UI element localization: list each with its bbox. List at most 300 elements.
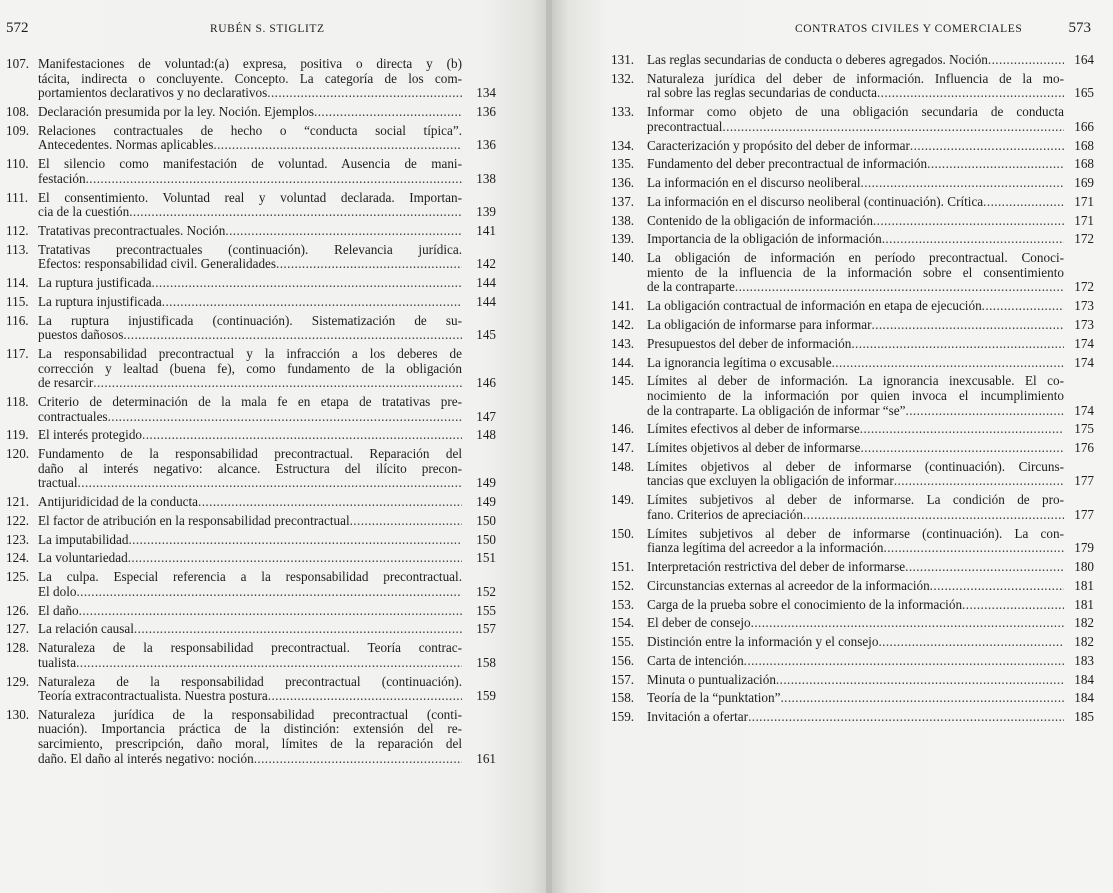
toc-entry [6, 622, 496, 637]
entry-line: Relaciones contractuales de hecho o “conducta social típica”. [38, 122, 462, 138]
entry-title-end: Contenido de la obligación de información [647, 212, 873, 228]
entry-text [38, 276, 462, 291]
entry-line: Manifestaciones de voluntad:(a) expresa, positiva o directa y (b) [38, 56, 462, 71]
entry-title-end: Antijuridicidad de la conducta [38, 494, 199, 510]
entry-line: El silencio como manifestación de voluntad. Ausencia de mani- [38, 156, 462, 172]
entry-title-end: Caracterización y propósito del deber de informar [647, 137, 910, 153]
entry-last-line [647, 157, 1064, 172]
toc-entry [6, 224, 496, 239]
entry-number: 127. [6, 621, 30, 637]
entry-number: 145. [611, 373, 635, 389]
entry-line: Límites subjetivos al deber de informarse. La condición de pro- [647, 492, 1064, 508]
dot-leader [198, 495, 462, 510]
table-of-contents [6, 57, 496, 770]
entry-page: 136 [476, 103, 496, 119]
entry-last-line [647, 474, 1064, 489]
entry-number: 110. [6, 156, 29, 172]
entry-text [38, 191, 462, 220]
entry-number: 111. [6, 189, 29, 205]
entry-last-line [647, 616, 1064, 631]
entry-title-end: Minuta o puntualización [647, 671, 776, 687]
entry-title-end: Tratativas precontractuales. Noción [38, 222, 226, 238]
dot-leader [861, 441, 1065, 456]
dot-leader [882, 232, 1064, 247]
entry-title-end: fianza legítima del acreedor a la información [647, 540, 884, 556]
entry-line: Naturaleza jurídica de la responsabilidad precontractual (conti- [38, 706, 462, 722]
toc-entry [6, 708, 496, 766]
entry-number: 108. [6, 103, 30, 119]
dot-leader [142, 428, 462, 443]
entry-text [647, 176, 1064, 191]
toc-entry [611, 299, 1094, 314]
entry-page: 177 [1074, 506, 1094, 522]
entry-number: 128. [6, 640, 30, 656]
entry-last-line [38, 276, 462, 291]
entry-last-line [38, 224, 462, 239]
toc-entry [611, 195, 1094, 210]
toc-entry [611, 441, 1094, 456]
entry-text [38, 495, 462, 510]
entry-page: 158 [476, 654, 496, 670]
entry-title-end: puestos dañosos [38, 327, 124, 343]
entry-text [38, 224, 462, 239]
entry-last-line [647, 560, 1064, 575]
toc-entry [611, 560, 1094, 575]
entry-last-line [647, 176, 1064, 191]
dot-leader [162, 295, 462, 310]
entry-number: 116. [6, 312, 29, 328]
entry-last-line [647, 579, 1064, 594]
entry-title-end: daño. El daño al interés negativo: noción [38, 750, 254, 766]
entry-last-line [647, 508, 1064, 523]
entry-number: 117. [6, 345, 29, 361]
entry-text [647, 157, 1064, 172]
toc-entry [6, 314, 496, 343]
entry-last-line [38, 585, 462, 600]
entry-number: 109. [6, 122, 30, 138]
entry-line: nocimiento de la información por quien invoca el incumplimiento [647, 387, 1064, 403]
dot-leader [962, 598, 1064, 613]
entry-last-line [38, 495, 462, 510]
entry-title-end: Carga de la prueba sobre el conocimiento de la información [647, 596, 963, 612]
entry-last-line [38, 476, 462, 491]
entry-number: 134. [611, 137, 635, 153]
entry-last-line [38, 656, 462, 671]
dot-leader [86, 172, 462, 187]
dot-leader [894, 474, 1064, 489]
toc-entry [6, 157, 496, 186]
entry-line: La responsabilidad precontractual y la infracción a los deberes de [38, 345, 462, 361]
entry-page: 172 [1074, 279, 1094, 295]
dot-leader [803, 508, 1064, 523]
entry-text [647, 214, 1064, 229]
toc-entry [611, 157, 1094, 172]
toc-entry [6, 570, 496, 599]
entry-number: 133. [611, 104, 635, 120]
entry-last-line [38, 622, 462, 637]
entry-line: Límites subjetivos al deber de informarse (continuación). La con- [647, 525, 1064, 541]
entry-title-end: de la contraparte. La obligación de informar “se” [647, 402, 906, 418]
entry-page: 183 [1074, 652, 1094, 668]
entry-page: 149 [476, 494, 496, 510]
entry-text [647, 422, 1064, 437]
toc-entry [611, 356, 1094, 371]
entry-number: 131. [611, 52, 635, 67]
entry-page: 157 [476, 621, 496, 637]
entry-title-end: Límites objetivos al deber de informarse [647, 440, 861, 456]
entry-page: 152 [476, 583, 496, 599]
toc-entry [6, 124, 496, 153]
entry-number: 121. [6, 494, 30, 510]
entry-number: 129. [6, 673, 30, 689]
entry-page: 134 [476, 85, 496, 101]
entry-number: 126. [6, 602, 30, 618]
toc-entry [6, 641, 496, 670]
entry-page: 150 [476, 531, 496, 547]
dot-leader [744, 654, 1064, 669]
entry-last-line [38, 604, 462, 619]
entry-text [38, 514, 462, 529]
entry-text [38, 447, 462, 491]
dot-leader [350, 514, 462, 529]
entry-number: 112. [6, 222, 29, 238]
entry-page: 184 [1074, 671, 1094, 687]
toc-entry [611, 579, 1094, 594]
entry-last-line [38, 257, 462, 272]
entry-page: 166 [1074, 118, 1094, 134]
entry-title-end: tractual [38, 475, 78, 491]
entry-page: 148 [476, 427, 496, 443]
entry-line: Naturaleza de la responsabilidad precontractual (continuación). [38, 673, 462, 689]
toc-entry [611, 374, 1094, 418]
entry-line: Límites objetivos al deber de informarse (continuación). Circuns- [647, 458, 1064, 474]
entry-number: 155. [611, 634, 635, 650]
entry-page: 147 [476, 408, 496, 424]
entry-title-end: La ignorancia legítima o excusable [647, 354, 832, 370]
entry-title-end: El dolo [38, 583, 77, 599]
entry-number: 147. [611, 440, 635, 456]
entry-last-line [38, 376, 462, 391]
entry-number: 140. [611, 250, 635, 266]
dot-leader [722, 120, 1064, 135]
toc-entry [6, 243, 496, 272]
dot-leader [906, 404, 1065, 419]
entry-text [647, 53, 1064, 68]
entry-title-end: tualista [38, 654, 77, 670]
entry-title-end: Importancia de la obligación de información [647, 231, 882, 247]
entry-text [647, 105, 1064, 134]
entry-text [38, 604, 462, 619]
entry-page: 181 [1074, 577, 1094, 593]
toc-entry [6, 604, 496, 619]
entry-last-line [647, 598, 1064, 613]
toc-entry [611, 616, 1094, 631]
entry-page: 182 [1074, 615, 1094, 631]
entry-number: 124. [6, 550, 30, 566]
entry-title-end: El deber de consejo [647, 615, 751, 631]
entry-page: 161 [476, 750, 496, 766]
entry-page: 141 [476, 222, 496, 238]
dot-leader [873, 214, 1064, 229]
dot-leader [878, 635, 1064, 650]
toc-entry [611, 635, 1094, 650]
entry-last-line [38, 551, 462, 566]
entry-title-end: Efectos: responsabilidad civil. Generalidades [38, 256, 277, 272]
entry-last-line [38, 86, 462, 101]
entry-page: 171 [1074, 193, 1094, 209]
dot-leader [780, 691, 1064, 706]
entry-text [38, 295, 462, 310]
dot-leader [930, 579, 1064, 594]
entry-last-line [38, 428, 462, 443]
entry-number: 158. [611, 690, 635, 706]
toc-entry [6, 533, 496, 548]
entry-text [38, 641, 462, 670]
entry-text [647, 337, 1064, 352]
dot-leader [983, 195, 1064, 210]
running-head: CONTRATOS CIVILES Y COMERCIALES [795, 23, 1023, 35]
entry-page: 179 [1074, 540, 1094, 556]
entry-number: 153. [611, 596, 635, 612]
dot-leader [988, 53, 1064, 68]
entry-last-line [38, 328, 462, 343]
entry-title-end: Las reglas secundarias de conducta o deberes agregados. Noción [647, 52, 988, 67]
entry-text [38, 622, 462, 637]
entry-text [647, 691, 1064, 706]
entry-number: 125. [6, 569, 30, 585]
entry-number: 130. [6, 706, 30, 722]
toc-entry [6, 447, 496, 491]
entry-page: 172 [1074, 231, 1094, 247]
dot-leader [884, 541, 1064, 556]
entry-title-end: El interés protegido [38, 427, 143, 443]
entry-last-line [647, 710, 1064, 725]
entry-last-line [647, 232, 1064, 247]
toc-entry [611, 72, 1094, 101]
entry-text [38, 243, 462, 272]
entry-title-end: Circunstancias externas al acreedor de la información [647, 577, 930, 593]
table-of-contents [611, 53, 1094, 729]
dot-leader [79, 604, 462, 619]
entry-last-line [38, 205, 462, 220]
entry-line: tácita, indirecta o concluyente. Concepto. La categoría de los com- [38, 70, 462, 86]
entry-text [647, 195, 1064, 210]
toc-entry [611, 139, 1094, 154]
entry-page: 176 [1074, 440, 1094, 456]
entry-title-end: La relación causal [38, 621, 134, 637]
entry-title-end: La información en el discurso neoliberal [647, 175, 861, 191]
entry-page: 155 [476, 602, 496, 618]
entry-number: 146. [611, 421, 635, 437]
entry-last-line [647, 139, 1064, 154]
toc-entry [611, 460, 1094, 489]
dot-leader [748, 710, 1064, 725]
entry-last-line [647, 214, 1064, 229]
entry-number: 123. [6, 531, 30, 547]
dot-leader [108, 410, 462, 425]
dot-leader [735, 280, 1064, 295]
entry-number: 114. [6, 275, 29, 291]
toc-entry [611, 691, 1094, 706]
entry-number: 113. [6, 241, 29, 257]
entry-title-end: Invitación a ofertar [647, 709, 749, 725]
page-number: 573 [1068, 20, 1091, 36]
entry-last-line [647, 195, 1064, 210]
entry-number: 157. [611, 671, 635, 687]
entry-number: 136. [611, 175, 635, 191]
entry-line: Informar como objeto de una obligación secundaria de conducta [647, 104, 1064, 120]
entry-last-line [647, 299, 1064, 314]
dot-leader [134, 622, 462, 637]
toc-entry [6, 675, 496, 704]
entry-number: 138. [611, 212, 635, 228]
entry-number: 122. [6, 512, 30, 528]
entry-title-end: La imputabilidad [38, 531, 129, 547]
entry-title-end: de la contraparte [647, 279, 735, 295]
entry-page: 144 [476, 275, 496, 291]
entry-page: 171 [1074, 212, 1094, 228]
entry-number: 107. [6, 56, 30, 71]
entry-line: Criterio de determinación de la mala fe en etapa de tratativas pre- [38, 393, 462, 409]
entry-line: Naturaleza jurídica del deber de información. Influencia de la mo- [647, 70, 1064, 86]
dot-leader [861, 176, 1065, 191]
dot-leader [76, 585, 462, 600]
entry-page: 169 [1074, 175, 1094, 191]
entry-title-end: La información en el discurso neoliberal (continuación). Crítica [647, 193, 984, 209]
entry-text [38, 314, 462, 343]
entry-title-end: ral sobre las reglas secundarias de conducta [647, 85, 877, 101]
entry-last-line [38, 689, 462, 704]
entry-number: 141. [611, 298, 635, 314]
entry-last-line [38, 514, 462, 529]
entry-page: 151 [476, 550, 496, 566]
entry-last-line [647, 691, 1064, 706]
entry-page: 168 [1074, 156, 1094, 172]
dot-leader [128, 533, 462, 548]
entry-title-end: portamientos declarativos y no declarativos [38, 85, 268, 101]
entry-title-end: El factor de atribución en la responsabilidad precontractual [38, 512, 350, 528]
entry-last-line [647, 422, 1064, 437]
entry-last-line [38, 410, 462, 425]
entry-page: 174 [1074, 354, 1094, 370]
entry-line: Tratativas precontractuales (continuación). Relevancia jurídica. [38, 241, 462, 257]
entry-last-line [647, 541, 1064, 556]
entry-number: 159. [611, 709, 635, 725]
dot-leader [225, 224, 462, 239]
entry-page: 182 [1074, 634, 1094, 650]
entry-title-end: fano. Criterios de apreciación [647, 506, 803, 522]
dot-leader [982, 299, 1064, 314]
dot-leader [76, 656, 462, 671]
dot-leader [276, 257, 462, 272]
toc-entry [6, 105, 496, 120]
dot-leader [268, 689, 462, 704]
entry-title-end: Límites efectivos al deber de informarse [647, 421, 860, 437]
toc-entry [611, 251, 1094, 295]
entry-page: 165 [1074, 85, 1094, 101]
entry-page: 177 [1074, 473, 1094, 489]
entry-number: 156. [611, 652, 635, 668]
entry-text [38, 105, 462, 120]
dot-leader [877, 86, 1064, 101]
entry-number: 151. [611, 558, 635, 574]
toc-entry [611, 422, 1094, 437]
entry-page: 168 [1074, 137, 1094, 153]
entry-title-end: tancias que excluyen la obligación de informar [647, 473, 894, 489]
entry-text [647, 710, 1064, 725]
entry-title-end: Interpretación restrictiva del deber de informarse [647, 558, 906, 574]
entry-text [647, 673, 1064, 688]
entry-page: 150 [476, 512, 496, 528]
entry-page: 142 [476, 256, 496, 272]
toc-entry [611, 337, 1094, 352]
entry-last-line [647, 53, 1064, 68]
entry-number: 137. [611, 193, 635, 209]
entry-title-end: Distinción entre la información y el consejo [647, 634, 879, 650]
entry-line: miento de la influencia de la información sobre el consentimiento [647, 264, 1064, 280]
dot-leader [123, 328, 462, 343]
toc-entry [611, 232, 1094, 247]
entry-last-line [647, 337, 1064, 352]
entry-text [647, 318, 1064, 333]
page-number: 572 [6, 20, 29, 36]
entry-title-end: contractuales [38, 408, 108, 424]
entry-text [647, 251, 1064, 295]
entry-text [647, 560, 1064, 575]
dot-leader [851, 337, 1064, 352]
entry-title-end: La obligación contractual de información en etapa de ejecución [647, 298, 982, 314]
entry-line: sarcimiento, prescripción, daño moral, límites de la reparación del [38, 736, 462, 752]
entry-page: 159 [476, 688, 496, 704]
dot-leader [129, 205, 462, 220]
dot-leader [776, 673, 1064, 688]
toc-entry [6, 428, 496, 443]
toc-entry [6, 514, 496, 529]
entry-text [647, 232, 1064, 247]
entry-number: 148. [611, 458, 635, 474]
entry-last-line [647, 280, 1064, 295]
entry-number: 150. [611, 525, 635, 541]
toc-entry [6, 57, 496, 101]
entry-page: 136 [476, 137, 496, 153]
entry-page: 173 [1074, 316, 1094, 332]
entry-number: 120. [6, 446, 30, 462]
entry-page: 174 [1074, 402, 1094, 418]
entry-text [647, 441, 1064, 456]
entry-line: Límites al deber de información. La ignorancia inexcusable. El co- [647, 373, 1064, 389]
entry-last-line [647, 318, 1064, 333]
entry-text [38, 57, 462, 101]
right-page [552, 0, 1113, 893]
entry-text [38, 157, 462, 186]
entry-number: 143. [611, 335, 635, 351]
entry-number: 115. [6, 293, 29, 309]
entry-last-line [38, 752, 462, 767]
toc-entry [611, 318, 1094, 333]
entry-page: 144 [476, 293, 496, 309]
toc-entry [6, 276, 496, 291]
entry-text [38, 675, 462, 704]
entry-line: daño al interés negativo: alcance. Estructura del ilícito precon- [38, 460, 462, 476]
entry-text [647, 356, 1064, 371]
dot-leader [927, 157, 1064, 172]
entry-title-end: precontractual [647, 118, 723, 134]
dot-leader [751, 616, 1064, 631]
entry-last-line [38, 172, 462, 187]
entry-text [647, 139, 1064, 154]
dot-leader [267, 86, 462, 101]
dot-leader [93, 376, 462, 391]
